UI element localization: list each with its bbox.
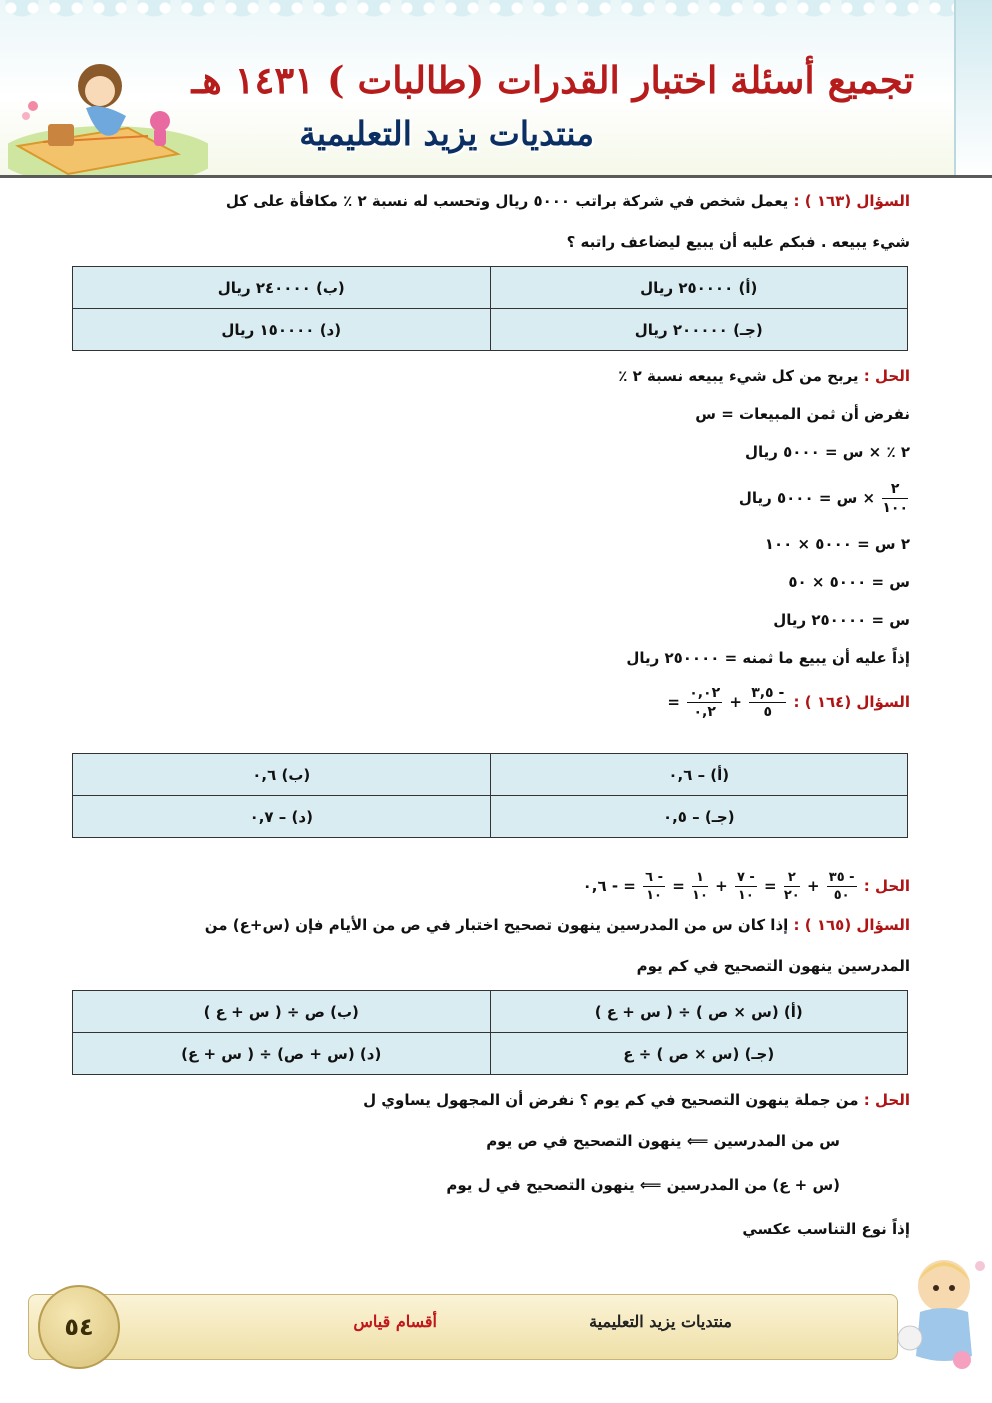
solution-163-line-5: ٢ س = ٥٠٠٠ × ١٠٠	[764, 535, 910, 553]
fraction-numerator: - ٣٥	[828, 870, 855, 885]
solution-163-text-4: × س = ٥٠٠٠ ريال	[738, 489, 876, 507]
question-164-line-1	[70, 677, 910, 727]
solution-165-row-2	[70, 1163, 910, 1207]
q164-fraction-1	[749, 686, 786, 719]
question-163-text-2: شيء يبيعه . فبكم عليه أن يبيع ليضاعف راتبه ؟	[566, 233, 910, 251]
fraction-numerator: ١	[692, 871, 708, 887]
solution-165-line-1	[70, 1081, 910, 1119]
solution-164-fraction-1	[827, 871, 857, 902]
fraction-denominator: ٠,٢	[693, 704, 716, 720]
equals-sign: =	[764, 877, 777, 895]
question-165-text-2: المدرسين ينهون التصحيح في كم يوم	[636, 957, 910, 975]
question-164-label: السؤال (١٦٤ ) :	[793, 693, 910, 711]
solution-163-label: الحل :	[863, 367, 910, 385]
solution-163-line-6: س = ٥٠٠٠ × ٥٠	[788, 573, 910, 591]
fraction-denominator: ٥	[763, 704, 773, 720]
solution-163-line-1	[70, 357, 910, 395]
q164-fraction-2	[687, 686, 722, 719]
option-a[interactable]: (أ) – ٠,٦	[490, 754, 908, 796]
implies-arrow-icon: ⟸	[639, 1176, 662, 1194]
option-b[interactable]: (ب) ٢٤٠٠٠٠ ريال	[73, 267, 491, 309]
solution-163-line-8: إذاً عليه أن يبيع ما ثمنه = ٢٥٠٠٠٠ ريال	[626, 649, 910, 667]
page-number: ٥٤	[38, 1285, 120, 1369]
question-163-options-table	[72, 266, 908, 351]
equals-sign: =	[667, 693, 680, 711]
equals-sign: =	[672, 877, 685, 895]
solution-164-fraction-3	[735, 871, 757, 902]
option-b[interactable]: (ب) ٠,٦	[73, 754, 491, 796]
footer-site-name: منتديات يزيد التعليمية	[589, 1312, 732, 1331]
girl-picnic-illustration	[8, 36, 208, 176]
question-164-options-table	[72, 753, 908, 838]
option-a[interactable]: (أ) ٢٥٠٠٠٠ ريال	[490, 267, 908, 309]
header-divider	[0, 175, 992, 178]
plus-sign: +	[729, 693, 742, 711]
solution-165-line-4: إذاً نوع التناسب عكسي	[742, 1220, 910, 1238]
question-165-line-1	[70, 906, 910, 944]
question-163-line-1	[70, 182, 910, 220]
solution-163-text-1: يربح من كل شيء يبيعه نسبة ٢ ٪	[618, 367, 859, 385]
fraction-denominator: ١٠	[646, 888, 662, 903]
baby-illustration	[892, 1246, 990, 1376]
option-d[interactable]: (د) (س + ص) ÷ ( س + ع)	[73, 1033, 491, 1075]
fraction-denominator: ١٠	[692, 888, 708, 903]
page-subtitle: منتديات يزيد التعليمية	[299, 114, 594, 153]
option-b[interactable]: (ب) ص ÷ ( س + ع )	[73, 991, 491, 1033]
page-header	[0, 0, 992, 178]
option-c[interactable]: (جـ) – ٠,٥	[490, 796, 908, 838]
solution-164-fraction-5	[643, 871, 665, 902]
fraction-numerator: ٢	[784, 871, 800, 887]
solution-165-row-1	[70, 1119, 910, 1163]
solution-164-label: الحل :	[863, 877, 910, 895]
solution-163-line-4	[70, 471, 910, 525]
solution-164-result: = - ٠,٦	[582, 877, 636, 895]
question-163-label: السؤال (١٦٣ ) :	[793, 192, 910, 210]
page-content	[70, 182, 910, 1251]
option-c[interactable]: (جـ) ٢٠٠٠٠٠ ريال	[490, 309, 908, 351]
header-edge-decoration	[954, 0, 992, 178]
plus-sign: +	[806, 877, 820, 895]
row-2-subject: (س + ع) من المدرسين	[666, 1176, 840, 1194]
footer-section-link[interactable]: أقسام قياس	[353, 1312, 437, 1331]
question-165-options-table	[72, 990, 908, 1075]
option-d[interactable]: (د) – ٠,٧	[73, 796, 491, 838]
option-a[interactable]: (أ) (س × ص ) ÷ ( س + ع )	[490, 991, 908, 1033]
implies-arrow-icon: ⟸	[686, 1132, 709, 1150]
plus-sign: +	[715, 877, 728, 895]
fraction-2-over-100	[882, 482, 908, 515]
solution-163-line-7: س = ٢٥٠٠٠٠ ريال	[773, 611, 910, 629]
question-165-label: السؤال (١٦٥ ) :	[793, 916, 910, 934]
spacer	[70, 727, 910, 751]
solution-164-line-1	[70, 866, 910, 906]
row-2-result: ينهون التصحيح في ل يوم	[446, 1176, 635, 1194]
page-footer	[28, 1294, 898, 1360]
fraction-denominator: ٢٠	[783, 888, 800, 903]
lace-border-dots	[0, 0, 992, 30]
solution-163-line-3: ٢ ٪ × س = ٥٠٠٠ ريال	[744, 443, 910, 461]
fraction-numerator: ٢	[882, 482, 908, 499]
fraction-numerator: - ٣,٥	[751, 685, 785, 701]
solution-164-fraction-4	[692, 871, 708, 902]
question-165-text-1: إذا كان س من المدرسين ينهون تصحيح اختبار في ص من الأيام فإن (س+ع) من	[204, 916, 789, 934]
page-title: تجميع أسئلة اختبار القدرات (طالبات ) ١٤٣١ هـ	[191, 58, 914, 102]
row-1-result: ينهون التصحيح في ص يوم	[486, 1132, 682, 1150]
fraction-numerator: - ٧	[736, 870, 755, 885]
question-163-text-1: يعمل شخص في شركة براتب ٥٠٠٠ ريال وتحسب له نسبة ٢ ٪ مكافأة على كل	[225, 192, 789, 210]
solution-164-fraction-2	[784, 871, 800, 902]
option-d[interactable]: (د) ١٥٠٠٠٠ ريال	[73, 309, 491, 351]
fraction-numerator: ٠,٠٢	[689, 685, 721, 701]
solution-165-label: الحل :	[863, 1091, 910, 1109]
fraction-numerator: - ٦	[645, 870, 663, 885]
fraction-denominator: ١٠٠	[882, 500, 908, 516]
option-c[interactable]: (جـ) (س × ص ) ÷ ع	[490, 1033, 908, 1075]
row-1-subject: س من المدرسين	[713, 1132, 840, 1150]
solution-165-text-1: من جملة ينهون التصحيح في كم يوم ؟ نفرض أن المجهول يساوي ل	[363, 1091, 859, 1109]
fraction-denominator: ٥٠	[833, 888, 850, 903]
solution-163-line-2: نفرض أن ثمن المبيعات = س	[695, 405, 910, 423]
fraction-denominator: ١٠	[737, 888, 754, 903]
spacer	[70, 844, 910, 866]
